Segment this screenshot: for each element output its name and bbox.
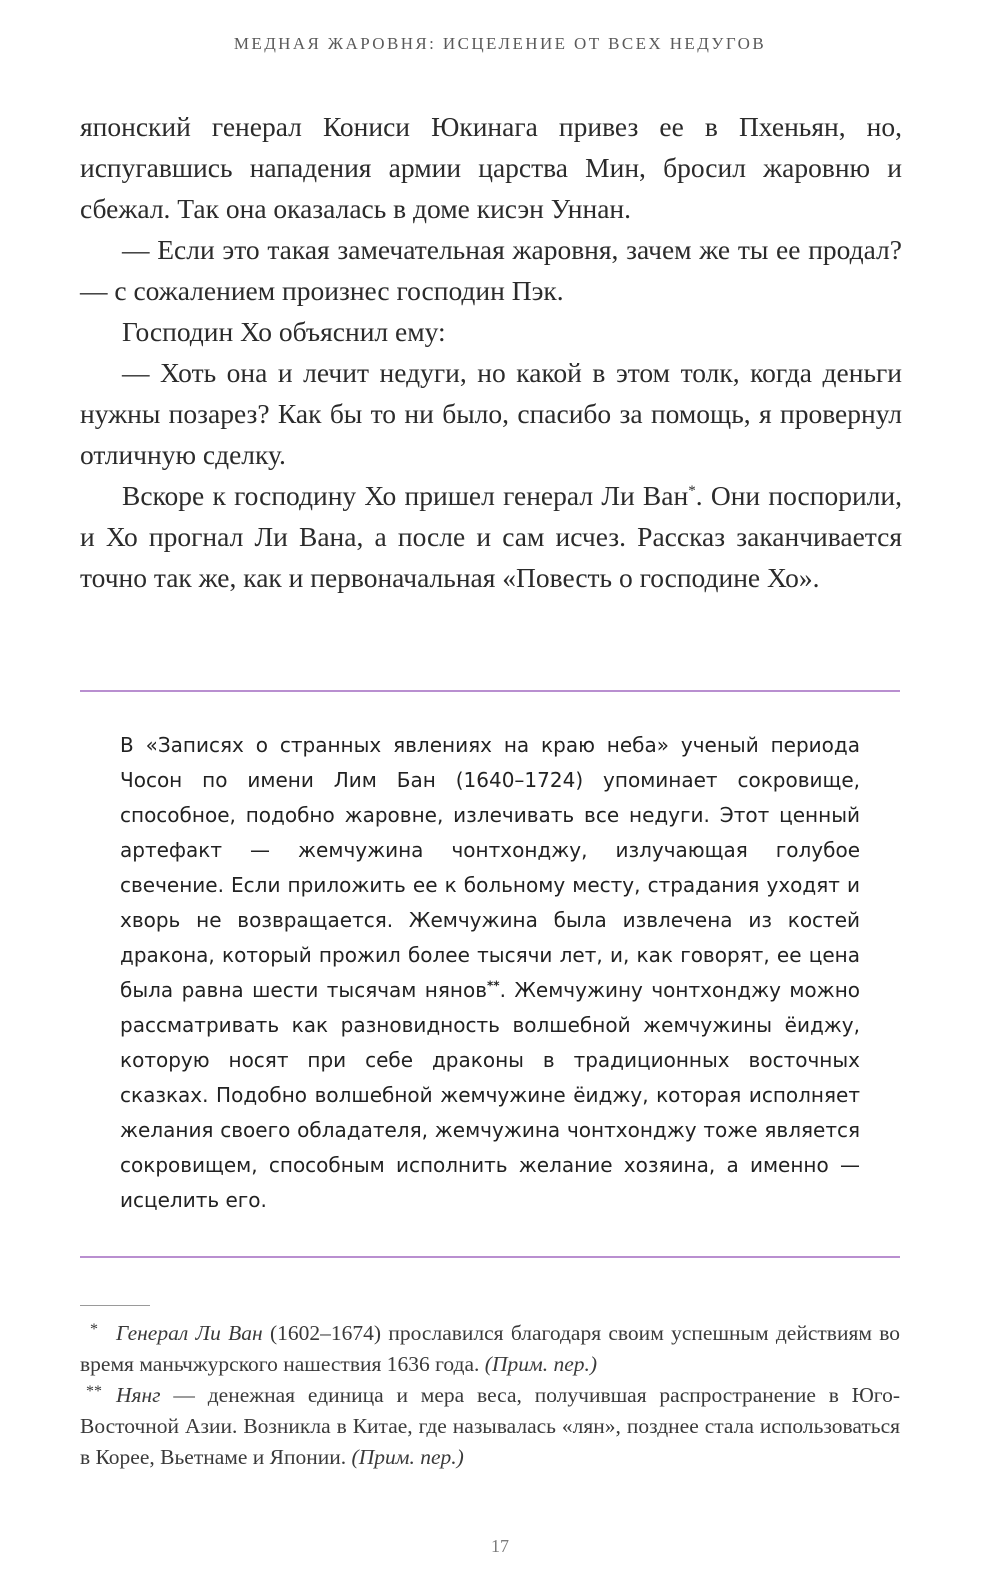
box-top-rule	[80, 690, 900, 692]
running-header: МЕДНАЯ ЖАРОВНЯ: ИСЦЕЛЕНИЕ ОТ ВСЕХ НЕДУГОВ	[233, 34, 767, 53]
footnote-separator	[80, 1305, 150, 1306]
paragraph-4: — Хоть она и лечит недуги, но какой в этом толк, когда деньги нужны позарез? Как бы то ни было, спасибо за помощь, я провернул отличную сделку.	[80, 357, 902, 470]
paragraph-5	[80, 475, 902, 598]
footnote-2-text: — денежная единица и мера веса, получившая распространение в Юго-Восточной Азии. Возникла в Китае, где называлась «лян», позднее стала использоваться в Корее, Вьетнаме и Японии.	[80, 1383, 900, 1469]
sidebar-box	[120, 728, 860, 1218]
box-bottom-rule	[80, 1256, 900, 1258]
paragraph-5-text-b: . Они поспорили, и Хо прогнал Ли Вана, а после и сам исчез. Рассказ заканчивается точно так же, как и первоначальная «Повесть о господине Хо».	[80, 480, 902, 593]
footnote-2	[80, 1380, 900, 1473]
footnote-2-term: Нянг	[116, 1383, 161, 1407]
sidebar-text-a: В «Записях о странных явлениях на краю неба» ученый периода Чосон по имени Лим Бан (1640–1724) упоминает сокровище, способное, подобно жаровне, излечивать все недуги. Этот ценный артефакт — жемчужина чонтхонджу, излучающая голубое свечение. Если приложить ее к больному месту, страдания уходят и хворь не возвращается. Жемчужина была извлечена из костей дракона, который прожил более тысячи лет, и, как говорят, ее цена была равна шести тысячам нянов	[120, 733, 860, 1002]
footnote-ref-2[interactable]: **	[487, 978, 500, 993]
footnote-1-term: Генерал Ли Ван	[116, 1321, 263, 1345]
paragraph-3: Господин Хо объяснил ему:	[122, 316, 446, 347]
sidebar-paragraph	[120, 728, 860, 1218]
main-text-block	[80, 106, 902, 598]
footnote-1	[80, 1318, 900, 1380]
paragraph-5-text-a: Вскоре к господину Хо пришел генерал Ли Ван	[122, 480, 689, 511]
footnote-mark-2: **	[86, 1383, 102, 1400]
footnote-1-text: (1602–1674) прославился благодаря своим успешным действиям во время маньчжурского нашествия 1636 года.	[80, 1321, 901, 1376]
sidebar-text-b: . Жемчужину чонтхонджу можно рассматривать как разновидность волшебной жемчужины ёиджу, которую носят при себе драконы в традиционных восточных сказках. Подобно волшебной жемчужине ёиджу, которая исполняет желания своего обладателя, жемчужина чонтхонджу тоже является сокровищем, способным исполнить желание хозяина, а именно — исцелить его.	[120, 978, 861, 1212]
footnote-mark-1: *	[90, 1321, 98, 1338]
page-number: 17	[491, 1536, 509, 1556]
footnote-1-note: (Прим. пер.)	[484, 1352, 598, 1376]
paragraph-2: — Если это такая замечательная жаровня, зачем же ты ее продал? — с сожалением произнес господин Пэк.	[80, 234, 902, 306]
footnote-2-note: (Прим. пер.)	[351, 1445, 464, 1469]
paragraph-1: японский генерал Кониси Юкинага привез ее в Пхеньян, но, испугавшись нападения армии царства Мин, бросил жаровню и сбежал. Так она оказалась в доме кисэн Уннан.	[80, 111, 902, 224]
footnote-ref-1[interactable]: *	[688, 482, 696, 499]
footnotes	[80, 1318, 900, 1473]
